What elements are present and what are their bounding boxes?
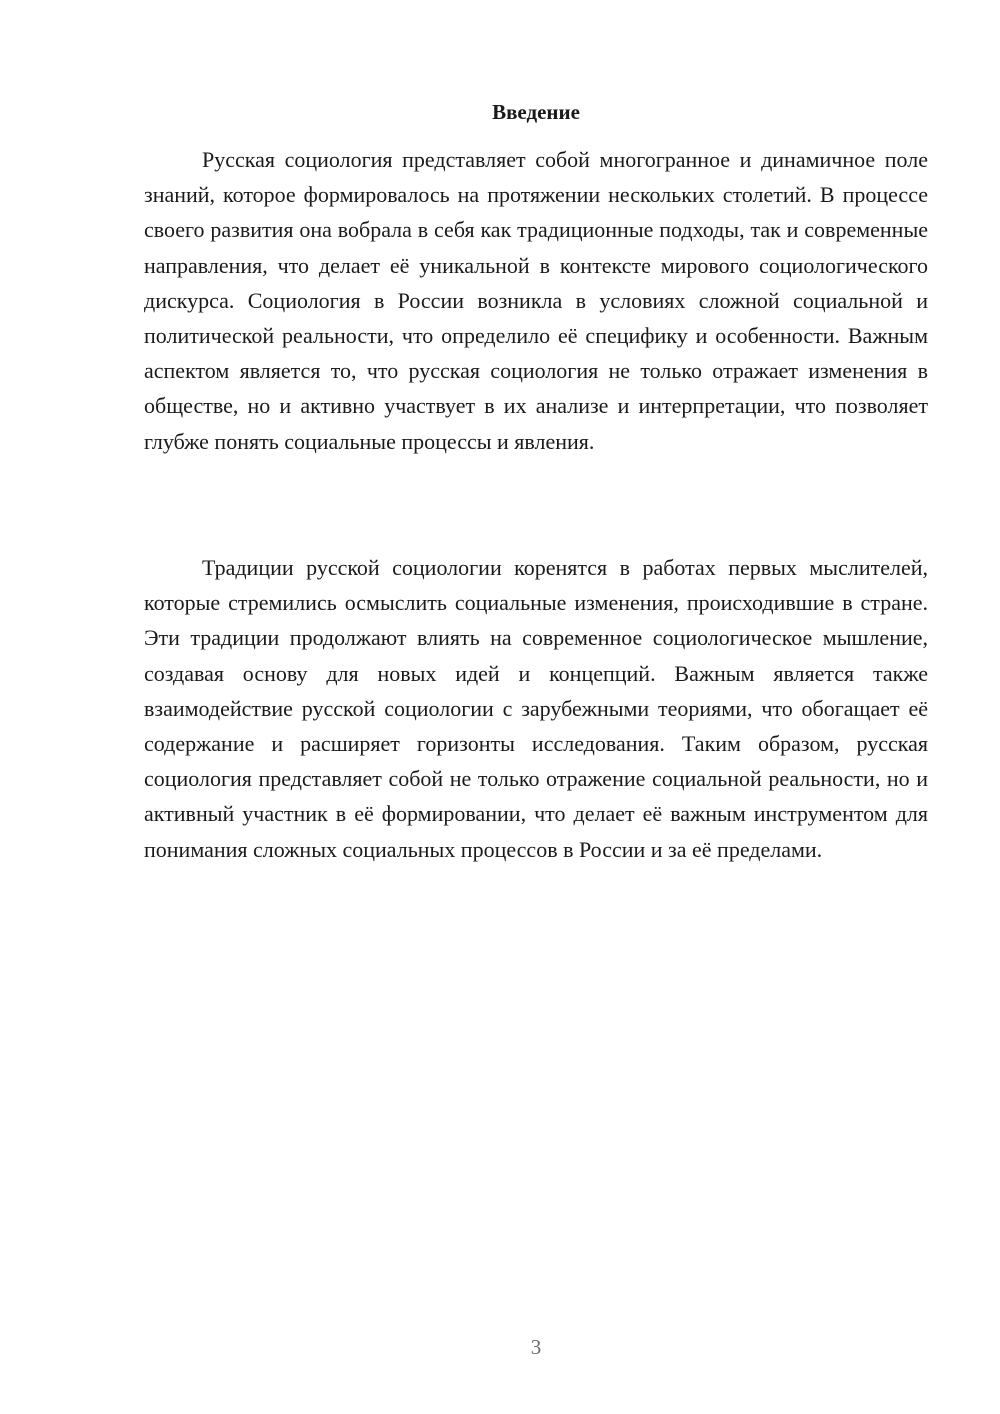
paragraph-2: Традиции русской социологии коренятся в работах первых мыслителей, которые стремились осмыслить социальные изменения, происходившие в стране. Эти традиции продолжают влиять на современное социологическое мышление, создавая основу для новых идей и концепций. Важным является также взаимодействие русской социологии с зарубежными теориями, что обогащает её содержание и расширяет горизонты исследования. Таким образом, русская социология представляет собой не только отражение социальной реальности, но и активный участник в её формировании, что делает её важным инструментом для понимания сложных социальных процессов в России и за её пределами. [144,555,928,862]
paragraph-1: Русская социология представляет собой многогранное и динамичное поле знаний, которое формировалось на протяжении нескольких столетий. В процессе своего развития она вобрала в себя как традиционные подходы, так и современные направления, что делает её уникальной в контексте мирового социологического дискурса. Социология в России возникла в условиях сложной социальной и политической реальности, что определило её специфику и особенности. Важным аспектом является то, что русская социология не только отражает изменения в обществе, но и активно участвует в их анализе и интерпретации, что позволяет глубже понять социальные процессы и явления. [144,147,928,454]
page-number: 3 [530,1335,542,1359]
section-heading: Введение [492,100,580,124]
